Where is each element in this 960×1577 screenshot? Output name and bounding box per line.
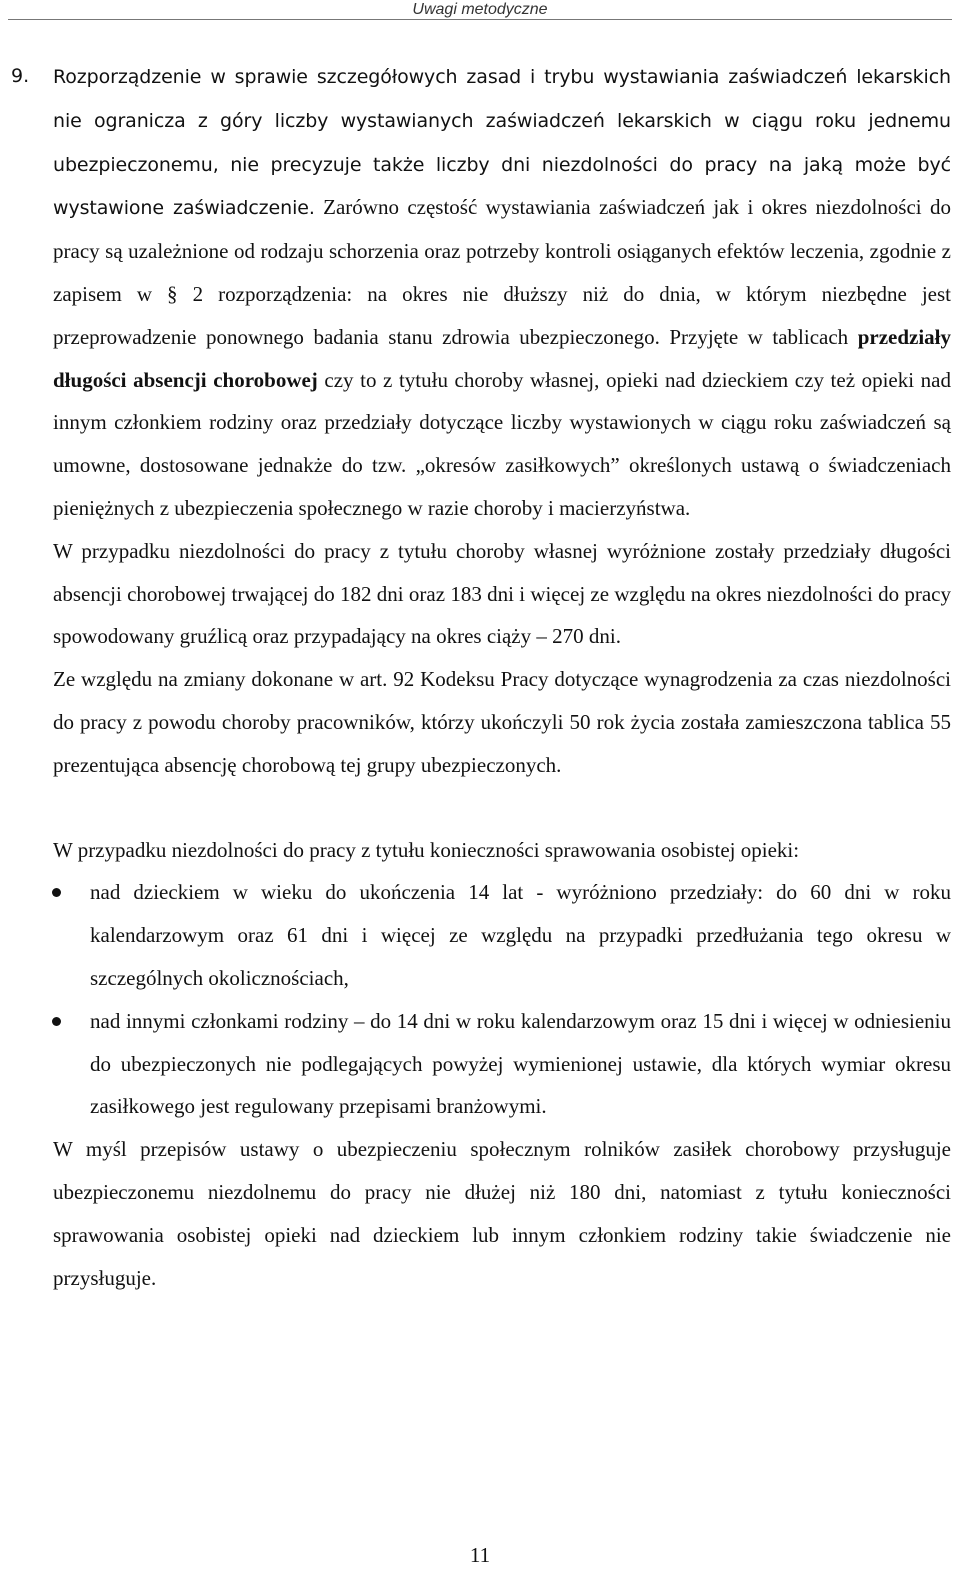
section-number: 9. — [11, 65, 30, 87]
list-item — [53, 1000, 951, 1128]
header-rule — [8, 19, 952, 20]
section-9-paragraph — [11, 55, 952, 530]
paragraph-serif-text-b: czy to z tytułu choroby własnej, opieki nad dzieckiem czy też opieki nad innym członkiem rodziny oraz przedziały dotyczące liczby wystawionych w ciągu roku zaświadczeń są umowne, dostosowane jednakże do tzw. „okresów zasiłkowych” określonych ustawą o świadczeniach pieniężnych z ubezpieczenia społecznego w razie choroby i macierzyństwa. — [53, 367, 952, 520]
page-footer — [0, 1540, 960, 1570]
paragraph-farmers: W myśl przepisów ustawy o ubezpieczeniu społecznym rolników zasiłek chorobowy przysługuje ubezpieczonemu niezdolnemu do pracy nie dłużej niż 180 dni, natomiast z tytułu konieczności sprawowania osobistej opieki nad dzieckiem lub innym członkiem rodziny takie świadczenie nie przysługuje. — [53, 1137, 951, 1290]
paragraph-art-92: Ze względu na zmiany dokonane w art. 92 Kodeksu Pracy dotyczące wynagrodzenia za czas niezdolności do pracy z powodu choroby pracowników, którzy ukończyli 50 rok życia została zamieszczona tablica 55 prezentująca absencję chorobową tej grupy ubezpieczonych. — [53, 667, 951, 777]
bullet-icon — [52, 888, 61, 897]
running-header — [0, 0, 960, 19]
list-item-text: nad innymi członkami rodziny – do 14 dni w roku kalendarzowym oraz 15 dni i więcej w odniesieniu do ubezpieczonych nie podlegających powyżej wymienionej ustawie, dla których wymiar okresu zasiłkowego jest regulowany przepisami branżowymi. — [90, 1008, 951, 1119]
care-bullet-list — [53, 871, 951, 1128]
page-number: 11 — [469, 1543, 491, 1567]
bullet-icon — [52, 1017, 61, 1026]
paragraph-serif-text-a: Zarówno częstość wystawiania zaświadczeń jak i okres niezdolności do pracy są uzależnione od rodzaju schorzenia oraz potrzeby kontroli osiąganych efektów leczenia, zgodnie z zapisem w § 2 rozporządzenia: na okres nie dłuższy niż do dnia, w którym niezbędne jest przeprowadzenie ponownego badania stanu zdrowia ubezpieczonego. Przyjęte w tablicach — [53, 195, 951, 349]
bold-term: przedziały długości absencji chorobowej — [53, 324, 951, 392]
paragraph-care-intro: W przypadku niezdolności do pracy z tytułu konieczności sprawowania osobistej opieki: — [53, 837, 800, 862]
paragraph-own-illness: W przypadku niezdolności do pracy z tytułu choroby własnej wyróżnione zostały przedziały długości absencji chorobowej trwającej do 182 dni oraz 183 dni i więcej ze względu na okres niezdolności do pracy spowodowany gruźlicą oraz przypadający na okres ciąży – 270 dni. — [53, 538, 951, 649]
paragraph-gap — [53, 787, 951, 829]
page-body — [11, 55, 952, 1299]
running-title: Uwagi metodyczne — [412, 1, 548, 18]
list-item — [53, 871, 951, 999]
list-item-text: nad dzieckiem w wieku do ukończenia 14 lat - wyróżniono przedziały: do 60 dni w roku kalendarzowym oraz 61 dni i więcej ze względu na przypadki przedłużania tego okresu w szczególnych okolicznościach, — [90, 880, 951, 990]
paragraph-sans-text: Rozporządzenie w sprawie szczegółowych zasad i trybu wystawiania zaświadczeń lekarskich nie ogranicza z góry liczby wystawianych zaświadczeń lekarskich w ciągu roku jednemu ubezpieczonemu, nie precyzuje także liczby dni niezdolności do pracy na jaką może być wystawione zaświadczenie. — [53, 66, 951, 220]
